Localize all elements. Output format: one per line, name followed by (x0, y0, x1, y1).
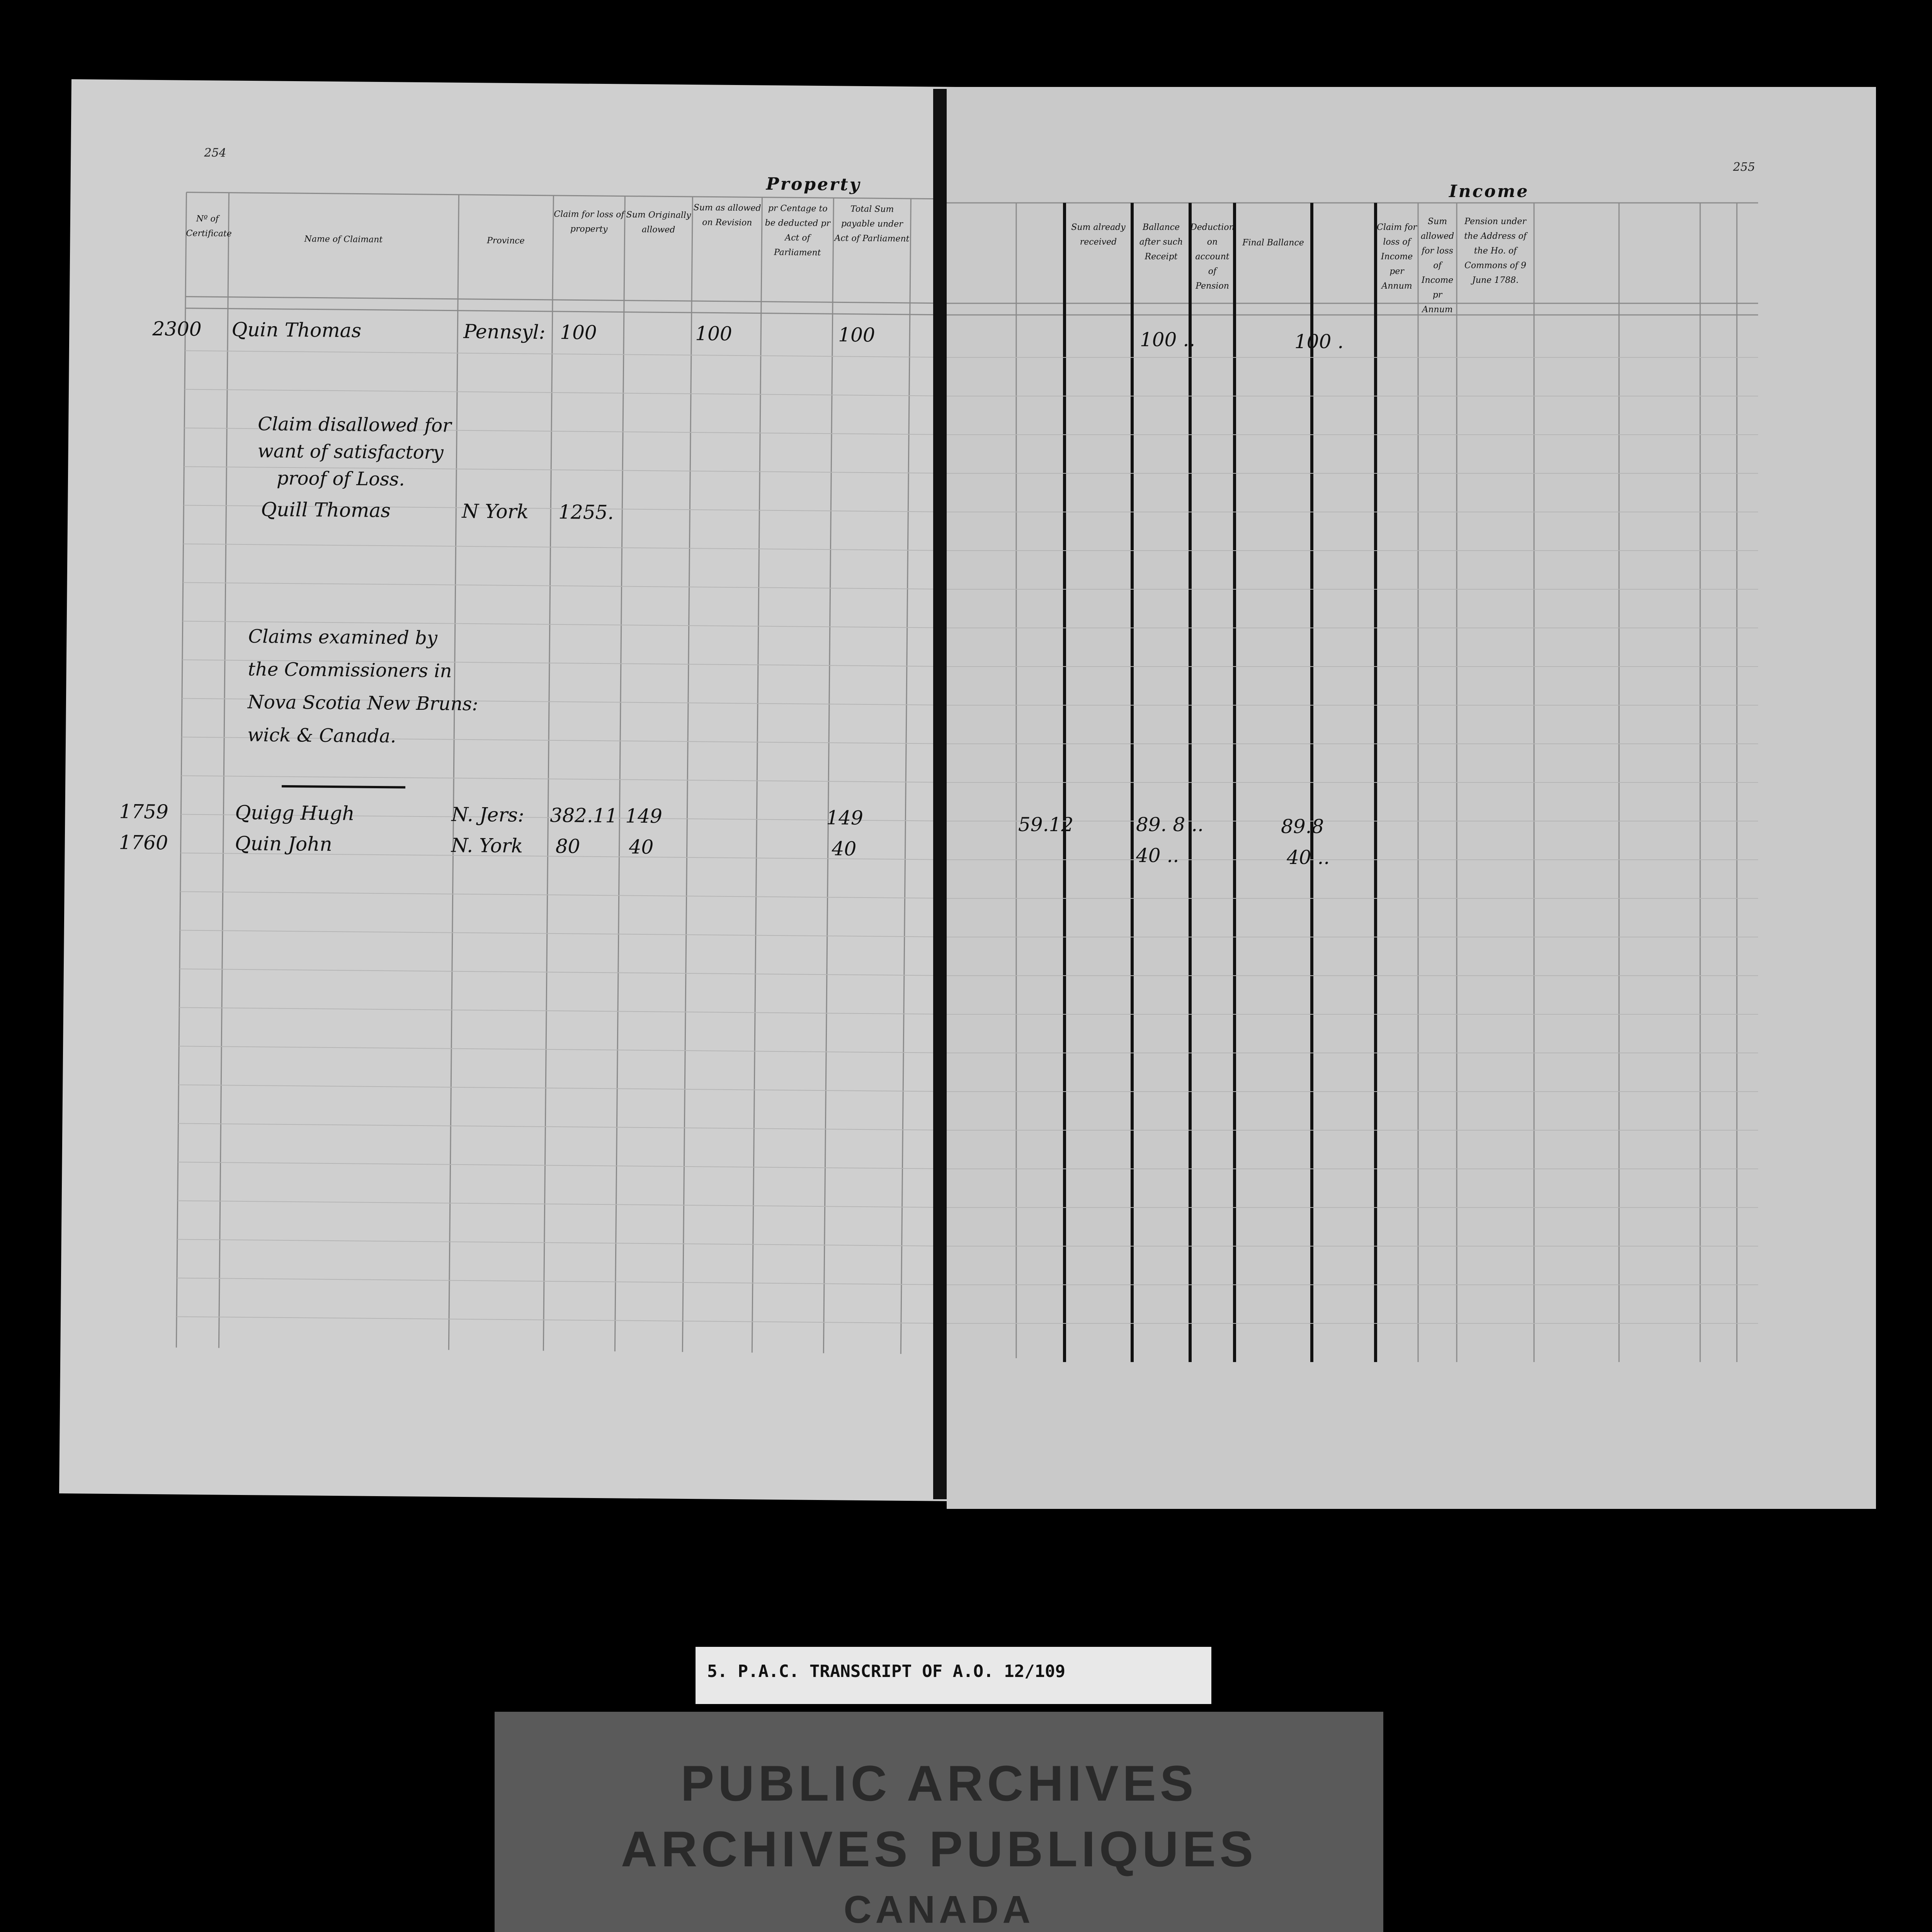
stamp-line: CANADA (844, 1888, 1034, 1931)
note-line: Claim disallowed for (257, 413, 452, 437)
original-amount: 40 (629, 835, 654, 859)
col-header-province: Province (487, 236, 525, 246)
col-header-final: Final Ballance (1242, 238, 1304, 248)
col-header-deduction: Deduction on account of Pension (1190, 223, 1235, 291)
province: N. Jers: (451, 803, 525, 827)
note-line: want of satisfactory (257, 440, 444, 464)
claimant-name: Quin John (235, 832, 332, 855)
province: Pennsyl: (463, 320, 546, 344)
col-header-total: Total Sum payable under Act of Parliament (834, 204, 910, 244)
balance-amount: 40 .. (1136, 844, 1179, 867)
stamp-line: ARCHIVES PUBLIQUES (621, 1821, 1257, 1877)
col-header-percentage: pr Centage to be deducted pr Act of Parliament (765, 203, 831, 258)
section-heading-income: Income (1449, 182, 1529, 201)
section-heading-property: Property (766, 174, 861, 195)
col-header-original: Sum Originally allowed (626, 210, 691, 235)
claimant-name: Quill Thomas (261, 498, 391, 522)
note-line: proof of Loss. (276, 467, 405, 490)
claim-amount: 80 (555, 835, 580, 858)
province: N. York (451, 834, 523, 857)
note-line: wick & Canada. (247, 724, 396, 747)
total-amount: 100 (838, 323, 875, 347)
transcript-label-text: 5. P.A.C. TRANSCRIPT OF A.O. 12/109 (707, 1662, 1066, 1681)
original-amount: 149 (625, 804, 663, 828)
book-spine (933, 89, 949, 1499)
left-ledger-page (59, 79, 974, 1501)
col-header-received: Sum already received (1071, 223, 1126, 247)
claimant-name: Quin Thomas (231, 318, 362, 342)
col-header-allowed-income: Sum allowed for loss of Income pr Annum (1420, 217, 1454, 315)
stamp-line: PUBLIC ARCHIVES (680, 1755, 1197, 1811)
left-ruled-grid (59, 79, 974, 1501)
note-line: Claims examined by (248, 626, 438, 649)
note-line: the Commissioners in (248, 658, 452, 682)
balance-amount: 89. 8 .. (1136, 813, 1204, 836)
page-number: 255 (1733, 160, 1755, 174)
col-header-revision: Sum as allowed on Revision (693, 203, 761, 228)
cert-number: 1759 (119, 800, 168, 823)
final-balance: 40 .. (1287, 846, 1330, 869)
balance-amount: 100 .. (1140, 328, 1196, 351)
col-header-pension: Pension under the Address of the Ho. of Commons of 9 June 1788. (1464, 217, 1527, 285)
page-number: 254 (204, 146, 226, 160)
cert-number: 1760 (119, 831, 168, 854)
col-header-certificate: Nº of Certificate (186, 214, 232, 239)
archive-stamp (495, 1712, 1383, 1932)
claim-amount: 382.11 (550, 804, 618, 827)
claim-amount: 100 (560, 321, 597, 344)
final-balance: 100 . (1294, 330, 1344, 353)
col-header-claim: Claim for loss of property (554, 209, 624, 235)
claimant-name: Quigg Hugh (235, 801, 355, 825)
right-ruled-grid (947, 87, 1876, 1509)
revision-amount: 100 (695, 322, 733, 345)
note-line: Nova Scotia New Bruns: (247, 691, 478, 715)
cert-number: 2300 (152, 317, 202, 340)
received-amount: 59.12 (1018, 813, 1074, 836)
province: N York (462, 500, 529, 523)
claim-amount: 1255. (558, 501, 614, 524)
right-ledger-page (947, 87, 1876, 1509)
total-amount: 40 (832, 837, 857, 860)
col-header-claimant: Name of Claimant (304, 234, 383, 245)
total-amount: 149 (826, 806, 864, 829)
col-header-balance: Ballance after such Receipt (1139, 223, 1183, 262)
col-header-claim-income: Claim for loss of Income per Annum (1377, 223, 1417, 291)
transcript-label (696, 1647, 1211, 1704)
final-balance: 89.8 (1281, 815, 1324, 838)
